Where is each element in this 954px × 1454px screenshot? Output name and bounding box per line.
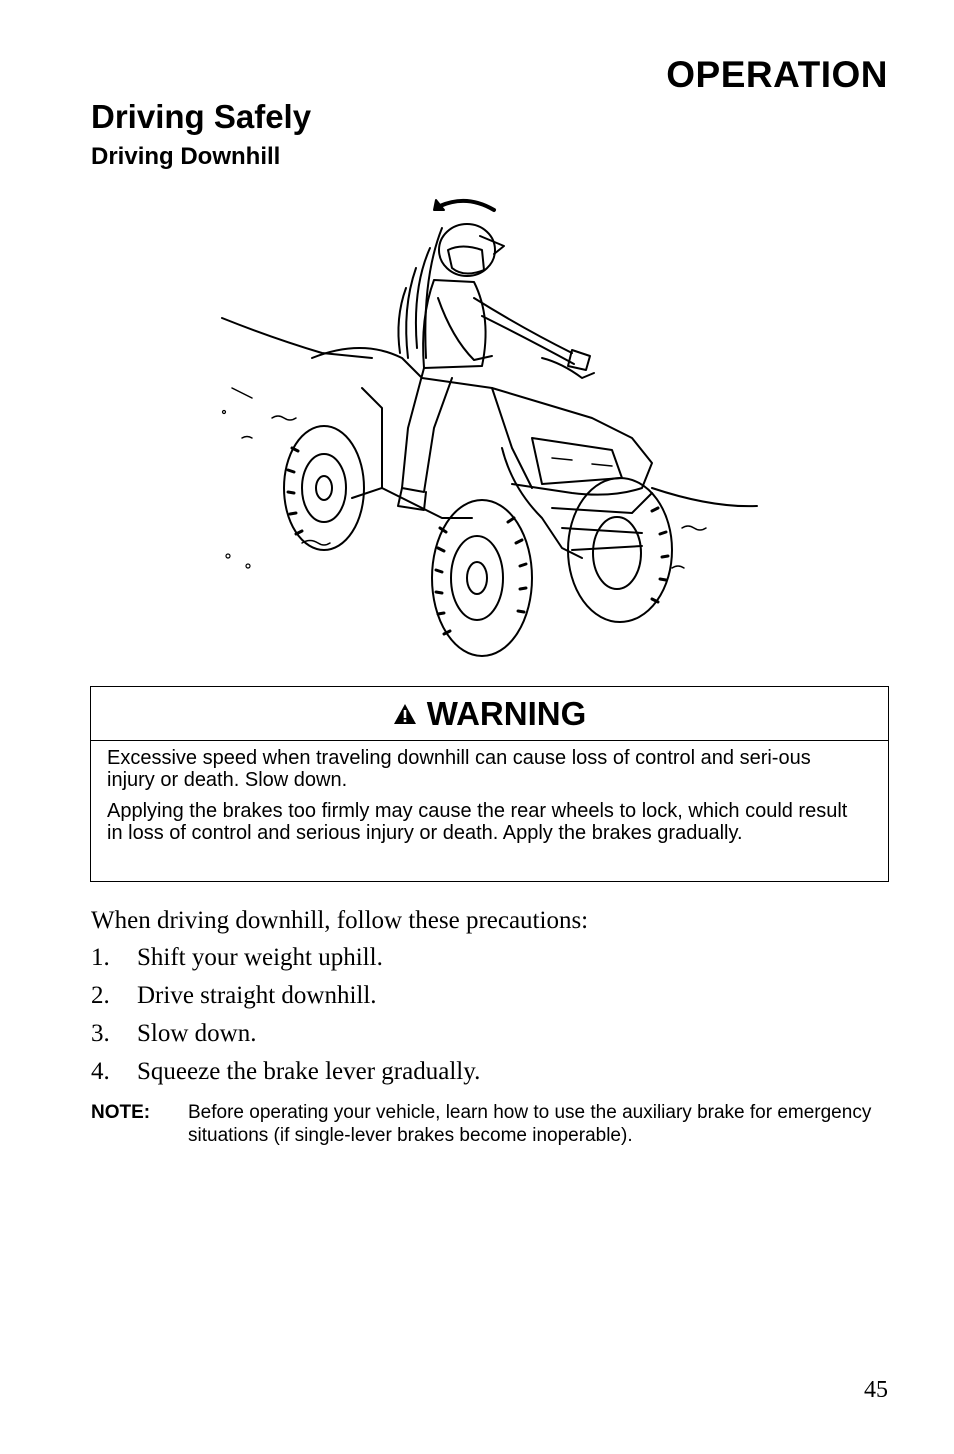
note bbox=[91, 1101, 891, 1147]
section-header: OPERATION bbox=[666, 54, 888, 95]
list-item bbox=[91, 1058, 480, 1096]
intro-text: When driving downhill, follow these precautions: bbox=[91, 907, 589, 934]
warning-paragraph: Excessive speed when traveling downhill can cause loss of control and seri-ous injury or death. Slow down. bbox=[107, 747, 811, 791]
warning-body bbox=[91, 741, 888, 844]
list-item bbox=[91, 982, 480, 1020]
page-number: 45 bbox=[864, 1377, 888, 1403]
warning-title: WARNING bbox=[426, 694, 587, 732]
warning-paragraph: Applying the brakes too firmly may cause the rear wheels to lock, which could result in loss of control and serious injury or death. Apply the brakes gradually. bbox=[107, 800, 848, 844]
note-text: Before operating your vehicle, learn how to use the auxiliary brake for emergency situations (if single-lever brakes become inoperable). bbox=[188, 1102, 872, 1146]
list-item-number: 4. bbox=[91, 1058, 110, 1085]
list-item bbox=[91, 1020, 480, 1058]
note-label: NOTE: bbox=[91, 1102, 151, 1123]
list-item-number: 2. bbox=[91, 982, 110, 1009]
warning-box bbox=[90, 686, 889, 882]
list-item-text: Slow down. bbox=[137, 1020, 257, 1047]
page-subtitle: Driving Downhill bbox=[91, 143, 281, 170]
precaution-list bbox=[91, 944, 480, 1096]
list-item-text: Drive straight downhill. bbox=[137, 982, 377, 1009]
list-item-number: 1. bbox=[91, 944, 110, 971]
atv-downhill-illustration bbox=[212, 188, 772, 663]
list-item bbox=[91, 944, 480, 982]
list-item-number: 3. bbox=[91, 1020, 110, 1047]
list-item-text: Squeeze the brake lever gradually. bbox=[137, 1058, 481, 1085]
list-item-text: Shift your weight uphill. bbox=[137, 944, 383, 971]
warning-triangle-icon bbox=[393, 703, 417, 725]
warning-header bbox=[91, 687, 888, 741]
page-title: Driving Safely bbox=[91, 98, 312, 135]
